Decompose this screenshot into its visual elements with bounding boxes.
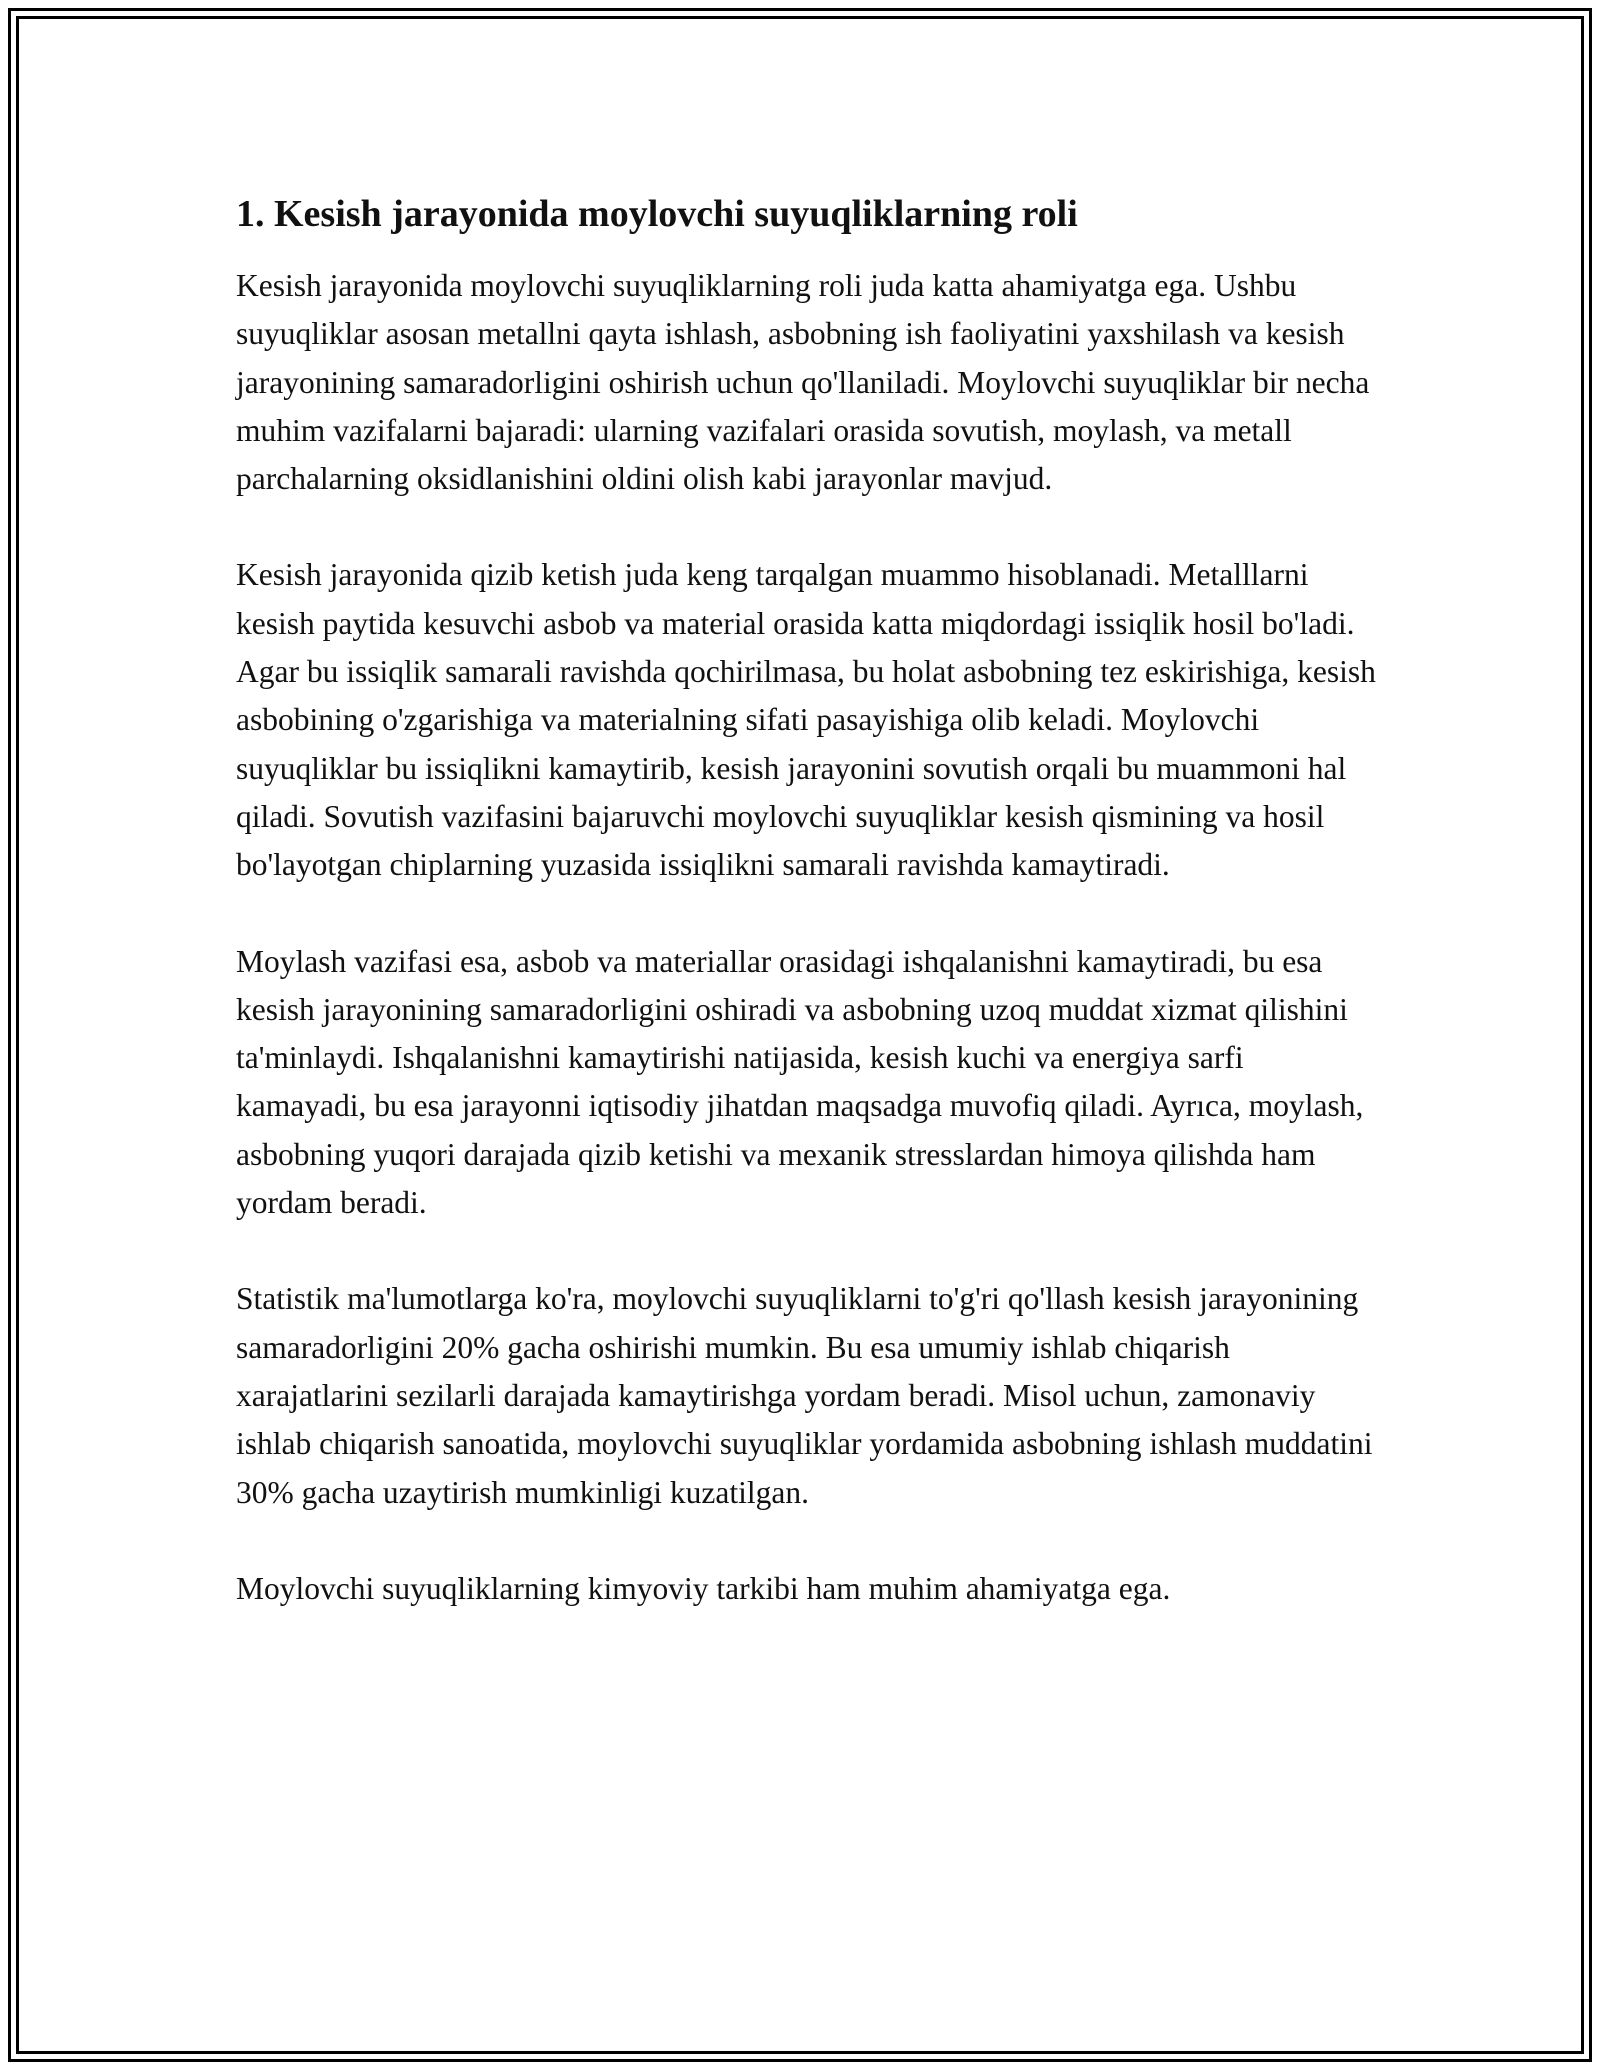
paragraph-3: Moylash vazifasi esa, asbob va materiallar orasidagi ishqalanishni kamaytiradi, bu esa kesish jarayonining samaradorligini oshiradi va asbobning uzoq muddat xizmat qilishini ta'minlaydi. Ishqalanishni kamaytirishi natijasida, kesish kuchi va energiya sarfi kamayadi, bu esa jarayonni iqtisodiy jihatdan maqsadga muvofiq qiladi. Ayrıca, moylash, asbobning yuqori darajada qizib ketishi va mexanik stresslardan himoya qilishda ham yordam beradi.	[236, 943, 1364, 1221]
paragraph-4: Statistik ma'lumotlarga ko'ra, moylovchi suyuqliklarni to'g'ri qo'llash kesish jarayonining samaradorligini 20% gacha oshirishi mumkin. Bu esa umumiy ishlab chiqarish xarajatlarini sezilarli darajada kamaytirishga yordam beradi. Misol uchun, zamonaviy ishlab chiqarish sanoatida, moylovchi suyuqliklar yordamida asbobning ishlash muddatini 30% gacha uzaytirish mumkinligi kuzatilgan.	[236, 1281, 1373, 1510]
paragraph-2: Kesish jarayonida qizib ketish juda keng tarqalgan muammo hisoblanadi. Metalllarni kesish paytida kesuvchi asbob va material orasida katta miqdordagi issiqlik hosil bo'ladi. Agar bu issiqlik samarali ravishda qochirilmasa, bu holat asbobning tez eskirishiga, kesish asbobining o'zgarishiga va materialning sifati pasayishiga olib keladi. Moylovchi suyuqliklar bu issiqlikni kamaytirib, kesish jarayonini sovutish orqali bu muammoni hal qiladi. Sovutish vazifasini bajaruvchi moylovchi suyuqliklar kesish qismining va hosil bo'layotgan chiplarning yuzasida issiqlikni samarali ravishda kamaytiradi.	[236, 557, 1376, 883]
paragraph-1: Kesish jarayonida moylovchi suyuqliklarning roli juda katta ahamiyatga ega. Ushbu suyuqliklar asosan metallni qayta ishlash, asbobning ish faoliyatini yaxshilash va kesish jarayonining samaradorligini oshirish uchun qo'llaniladi. Moylovchi suyuqliklar bir necha muhim vazifalarni bajaradi: ularning vazifalari orasida sovutish, moylash, va metall parchalarning oksidlanishini oldini olish kabi jarayonlar mavjud.	[236, 268, 1370, 497]
document-content	[236, 190, 1376, 1661]
paragraph-5: Moylovchi suyuqliklarning kimyoviy tarkibi ham muhim ahamiyatga ega.	[236, 1570, 1171, 1606]
section-heading: 1. Kesish jarayonida moylovchi suyuqliklarning roli	[236, 193, 1078, 235]
